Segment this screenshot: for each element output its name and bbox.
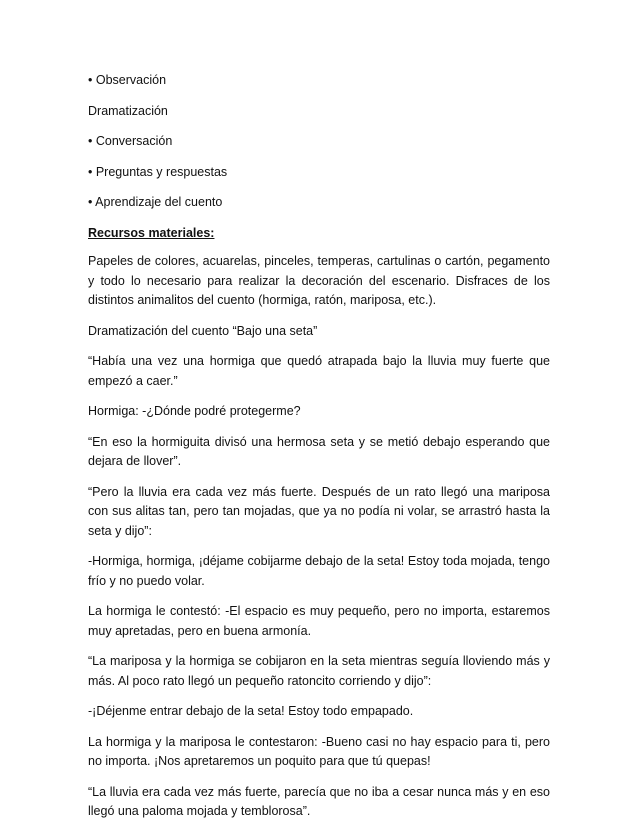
story-paragraph: “En eso la hormiguita divisó una hermosa seta y se metió debajo esperando que dejara de llover”. bbox=[88, 434, 550, 468]
materials-paragraph: Papeles de colores, acuarelas, pinceles, temperas, cartulinas o cartón, pegamento y todo lo necesario para realizar la decoración del escenario. Disfraces de los distintos animalitos del cuento (hormiga, ratón, mariposa, etc.). bbox=[88, 254, 550, 307]
list-item-observacion: • Observación bbox=[88, 73, 167, 87]
story-paragraph: Hormiga: -¿Dónde podré protegerme? bbox=[88, 404, 301, 418]
story-paragraph: La hormiga le contestó: -El espacio es muy pequeño, pero no importa, estaremos muy apretadas, pero en buena armonía. bbox=[88, 604, 550, 638]
list-item-dramatizacion: Dramatización bbox=[88, 103, 168, 118]
story-paragraph: “La mariposa y la hormiga se cobijaron en la seta mientras seguía lloviendo más y más. Al poco rato llegó un pequeño ratoncito corriendo y dijo”: bbox=[88, 654, 550, 688]
story-paragraph: -Hormiga, hormiga, ¡déjame cobijarme debajo de la seta! Estoy toda mojada, tengo frío y no puedo volar. bbox=[88, 554, 550, 588]
document-body bbox=[88, 71, 550, 833]
list-item-preguntas: • Preguntas y respuestas bbox=[88, 164, 228, 179]
story-paragraph: “Había una vez una hormiga que quedó atrapada bajo la lluvia muy fuerte que empezó a caer.” bbox=[88, 354, 550, 388]
list-item-conversacion: • Conversación bbox=[88, 134, 173, 148]
list-item-aprendizaje: • Aprendizaje del cuento bbox=[88, 195, 223, 209]
section-heading: Recursos materiales: bbox=[88, 225, 215, 240]
story-paragraph: La hormiga y la mariposa le contestaron: -Bueno casi no hay espacio para ti, pero no importa. ¡Nos apretaremos un poquito para que tú quepas! bbox=[88, 734, 550, 768]
story-paragraph: “Pero la lluvia era cada vez más fuerte. Después de un rato llegó una mariposa con sus alitas tan, pero tan mojadas, que ya no podía ni volar, se arrastró hasta la seta y dijo”: bbox=[88, 484, 550, 538]
story-title: Dramatización del cuento “Bajo una seta” bbox=[88, 323, 318, 338]
story-paragraph: -¡Déjenme entrar debajo de la seta! Estoy todo empapado. bbox=[88, 704, 414, 718]
story-paragraph: “La lluvia era cada vez más fuerte, parecía que no iba a cesar nunca más y en eso llegó una paloma mojada y temblorosa”. bbox=[88, 784, 550, 818]
